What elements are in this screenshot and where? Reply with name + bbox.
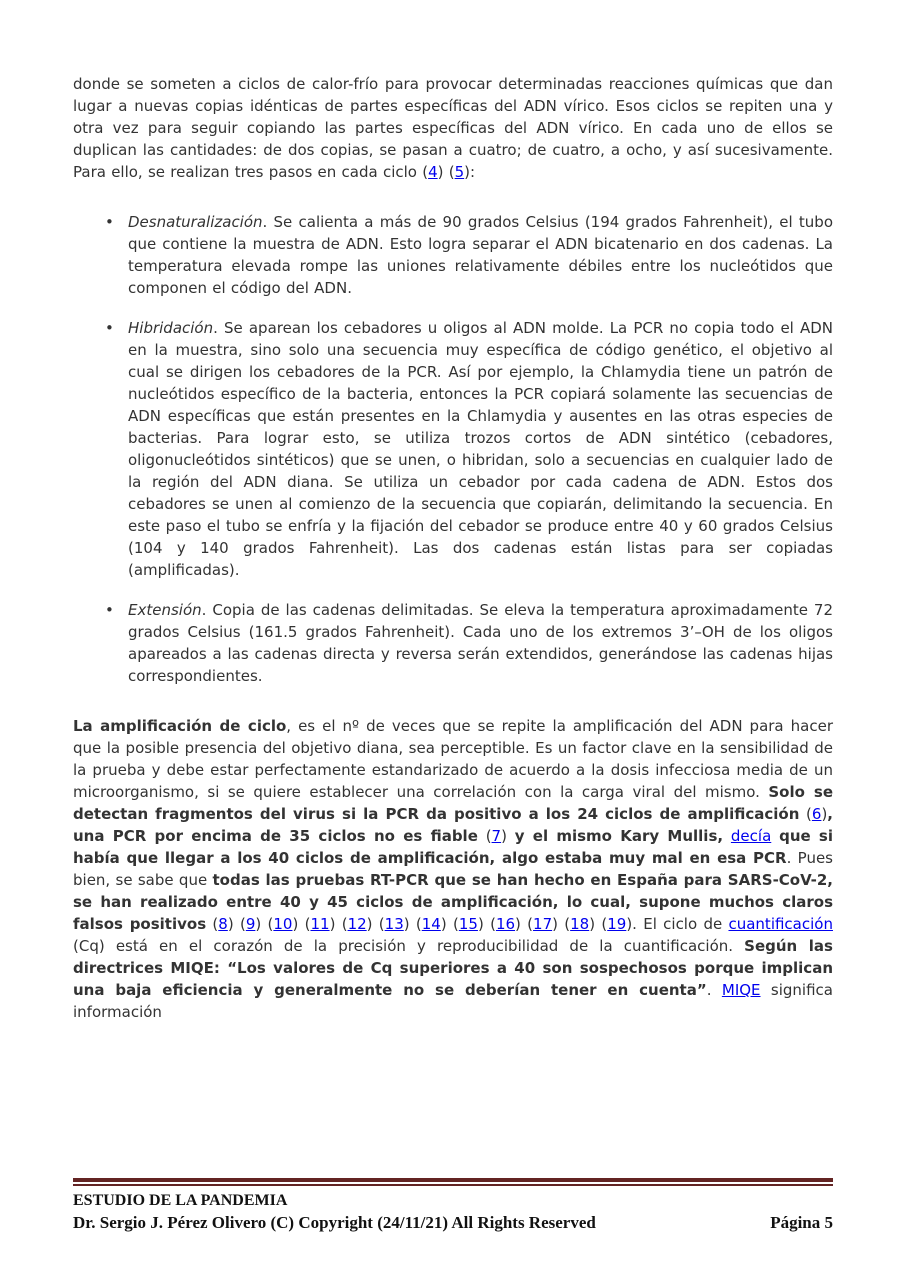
inline-link[interactable]: 4 — [428, 163, 438, 181]
text-segment: (Cq) está en el corazón de la precisión y reproducibilidad de la cuantificación. — [73, 937, 745, 955]
bullet-text-extension — [128, 599, 833, 687]
inline-link[interactable]: 17 — [533, 915, 553, 933]
inline-link[interactable]: 9 — [245, 915, 256, 933]
page-footer — [73, 1178, 833, 1235]
text-segment: ) ( — [329, 915, 348, 933]
text-segment: Según las directrices MIQE: “Los valores de Cq superiores a 40 son sospechosos porque implican una baja eficiencia y generalmente no se deberían tener en cuenta” — [73, 937, 833, 999]
paragraph-intro — [73, 73, 833, 183]
text-segment: ) ( — [552, 915, 571, 933]
text-segment: . Se calienta a más de 90 grados Celsius (194 grados Fahrenheit), el tubo que contiene la muestra de ADN. Esto logra separar el ADN bicatenario en dos cadenas. La temperatura elevada rompe las uniones relativamente débiles entre los nucleótidos que componen el código del ADN. — [128, 213, 833, 297]
inline-link[interactable]: 8 — [218, 915, 228, 933]
inline-link[interactable]: 11 — [310, 915, 330, 933]
footer-copyright: Dr. Sergio J. Pérez Olivero (C) Copyright (24/11/21) All Rights Reserved — [73, 1213, 596, 1232]
text-segment: y el mismo Kary Mullis, — [514, 827, 724, 845]
text-segment: ( — [477, 827, 492, 845]
bullet-icon: • — [105, 319, 114, 337]
inline-link[interactable]: 12 — [347, 915, 367, 933]
inline-link[interactable]: 15 — [458, 915, 478, 933]
text-segment: Solo se detectan fragmentos del virus si la PCR da positivo a los 24 ciclos de amplificación — [73, 783, 833, 823]
inline-link[interactable]: 13 — [384, 915, 404, 933]
text-segment — [771, 827, 779, 845]
footer-divider — [73, 1178, 833, 1186]
bullet-text-desnaturalizacion — [128, 211, 833, 299]
bullet-icon: • — [105, 601, 114, 619]
text-segment: . — [706, 981, 722, 999]
text-segment: ) ( — [403, 915, 422, 933]
bullet-list — [105, 211, 833, 687]
text-segment: Extensión — [128, 601, 202, 619]
text-segment: , una PCR por encima de 35 ciclos no es fiable — [73, 805, 833, 845]
inline-link[interactable]: 7 — [491, 827, 502, 845]
text-segment: Desnaturalización — [128, 213, 263, 231]
paragraph-amplification — [73, 715, 833, 1023]
text-segment: ) ( — [440, 915, 459, 933]
text-segment: ) ( — [589, 915, 608, 933]
inline-link[interactable]: 16 — [495, 915, 516, 933]
text-segment: ) ( — [227, 915, 246, 933]
page-content — [73, 73, 833, 1023]
footer-title: ESTUDIO DE LA PANDEMIA — [73, 1192, 288, 1209]
inline-link[interactable]: 18 — [570, 915, 590, 933]
inline-link[interactable]: decía — [730, 827, 772, 845]
inline-link[interactable]: 19 — [607, 915, 627, 933]
inline-link[interactable]: cuantificación — [728, 915, 833, 933]
bullet-item-extension — [105, 599, 833, 687]
text-segment: . Pues bien, se sabe que — [73, 849, 833, 889]
text-segment: . Copia de las cadenas delimitadas. Se eleva la temperatura aproximadamente 72 grados Celsius (161.5 grados Fahrenheit). Cada uno de los extremos 3’–OH de los oligos apareados a las cadenas directa y reversa serán extendidos, generándose las cadenas hijas correspondientes. — [128, 601, 833, 685]
bullet-icon: • — [105, 213, 114, 231]
text-segment: La amplificación de ciclo — [73, 717, 287, 735]
text-segment: ) ( — [515, 915, 534, 933]
inline-link[interactable]: 14 — [421, 915, 441, 933]
text-segment: ) ( — [255, 915, 274, 933]
text-segment: ) — [821, 805, 828, 823]
bullet-text-hibridacion — [128, 317, 833, 581]
text-segment: ) ( — [292, 915, 311, 933]
text-segment — [723, 827, 731, 845]
inline-link[interactable]: MIQE — [721, 981, 761, 999]
text-segment: que si había que llegar a los 40 ciclos de amplificación, algo estaba muy mal en esa PCR — [73, 827, 833, 867]
text-segment: ): — [464, 163, 476, 181]
text-segment: ) ( — [477, 915, 496, 933]
inline-link[interactable]: 10 — [273, 915, 293, 933]
inline-link[interactable]: 6 — [811, 805, 822, 823]
bullet-item-hibridacion — [105, 317, 833, 581]
text-segment: . Se aparean los cebadores u oligos al ADN molde. La PCR no copia todo el ADN en la muestra, sino solo una secuencia muy específica de código genético, el objetivo al cual se dirigen los cebadores de la PCR. Así por ejemplo, la Chlamydia tiene un patrón de nucleótidos específico de la bacteria, entonces la PCR copiará solamente las secuencias de ADN específicas que están presentes en la Chlamydia y ausentes en las otras especies de bacterias. Para lograr esto, se utiliza trozos cortos de ADN sintético (cebadores, oligonucleótidos sintéticos) que se unen, o hibridan, solo a secuencias en cualquier lado de la región del ADN diana. Se utiliza un cebador por cada cadena de ADN. Estos dos cebadores se unen al comienzo de la secuencia que copiarán, delimitando la secuencia. En este paso el tubo se enfría y la fijación del cebador se produce entre 40 y 60 grados Celsius (104 y 140 grados Fahrenheit). Las dos cadenas están listas para ser copiadas (amplificadas). — [128, 319, 833, 579]
text-segment: ) ( — [366, 915, 385, 933]
text-segment: Hibridación — [128, 319, 214, 337]
text-segment: todas las pruebas RT-PCR que se han hecho en España para SARS-CoV-2, se han realizado entre 40 y 45 ciclos de amplificación, lo cual, supone muchos claros falsos positivos — [73, 871, 833, 933]
text-segment: ( — [206, 915, 219, 933]
text-segment: significa información — [73, 981, 833, 1021]
inline-link[interactable]: 5 — [454, 163, 465, 181]
text-segment: ( — [799, 805, 812, 823]
text-segment: , es el nº de veces que se repite la amplificación del ADN para hacer que la posible presencia del objetivo diana, sea perceptible. Es un factor clave en la sensibilidad de la prueba y debe estar perfectamente estandarizado de acuerdo a la dosis infecciosa media de un microorganismo, si se quiere establecer una correlación con la carga viral del mismo. — [73, 717, 833, 801]
text-segment: ) ( — [437, 163, 455, 181]
text-segment: ). El ciclo de — [626, 915, 729, 933]
bullet-item-desnaturalizacion — [105, 211, 833, 299]
footer-page-number: Página 5 — [770, 1213, 833, 1232]
text-segment: donde se someten a ciclos de calor-frío para provocar determinadas reacciones químicas que dan lugar a nuevas copias idénticas de partes específicas del ADN vírico. Esos ciclos se repiten una y otra vez para seguir copiando las partes específicas del ADN vírico. En cada uno de ellos se duplican las cantidades: de dos copias, se pasan a cuatro; de cuatro, a ocho, y así sucesivamente. Para ello, se realizan tres pasos en cada ciclo ( — [73, 75, 833, 181]
text-segment: ) — [501, 827, 515, 845]
